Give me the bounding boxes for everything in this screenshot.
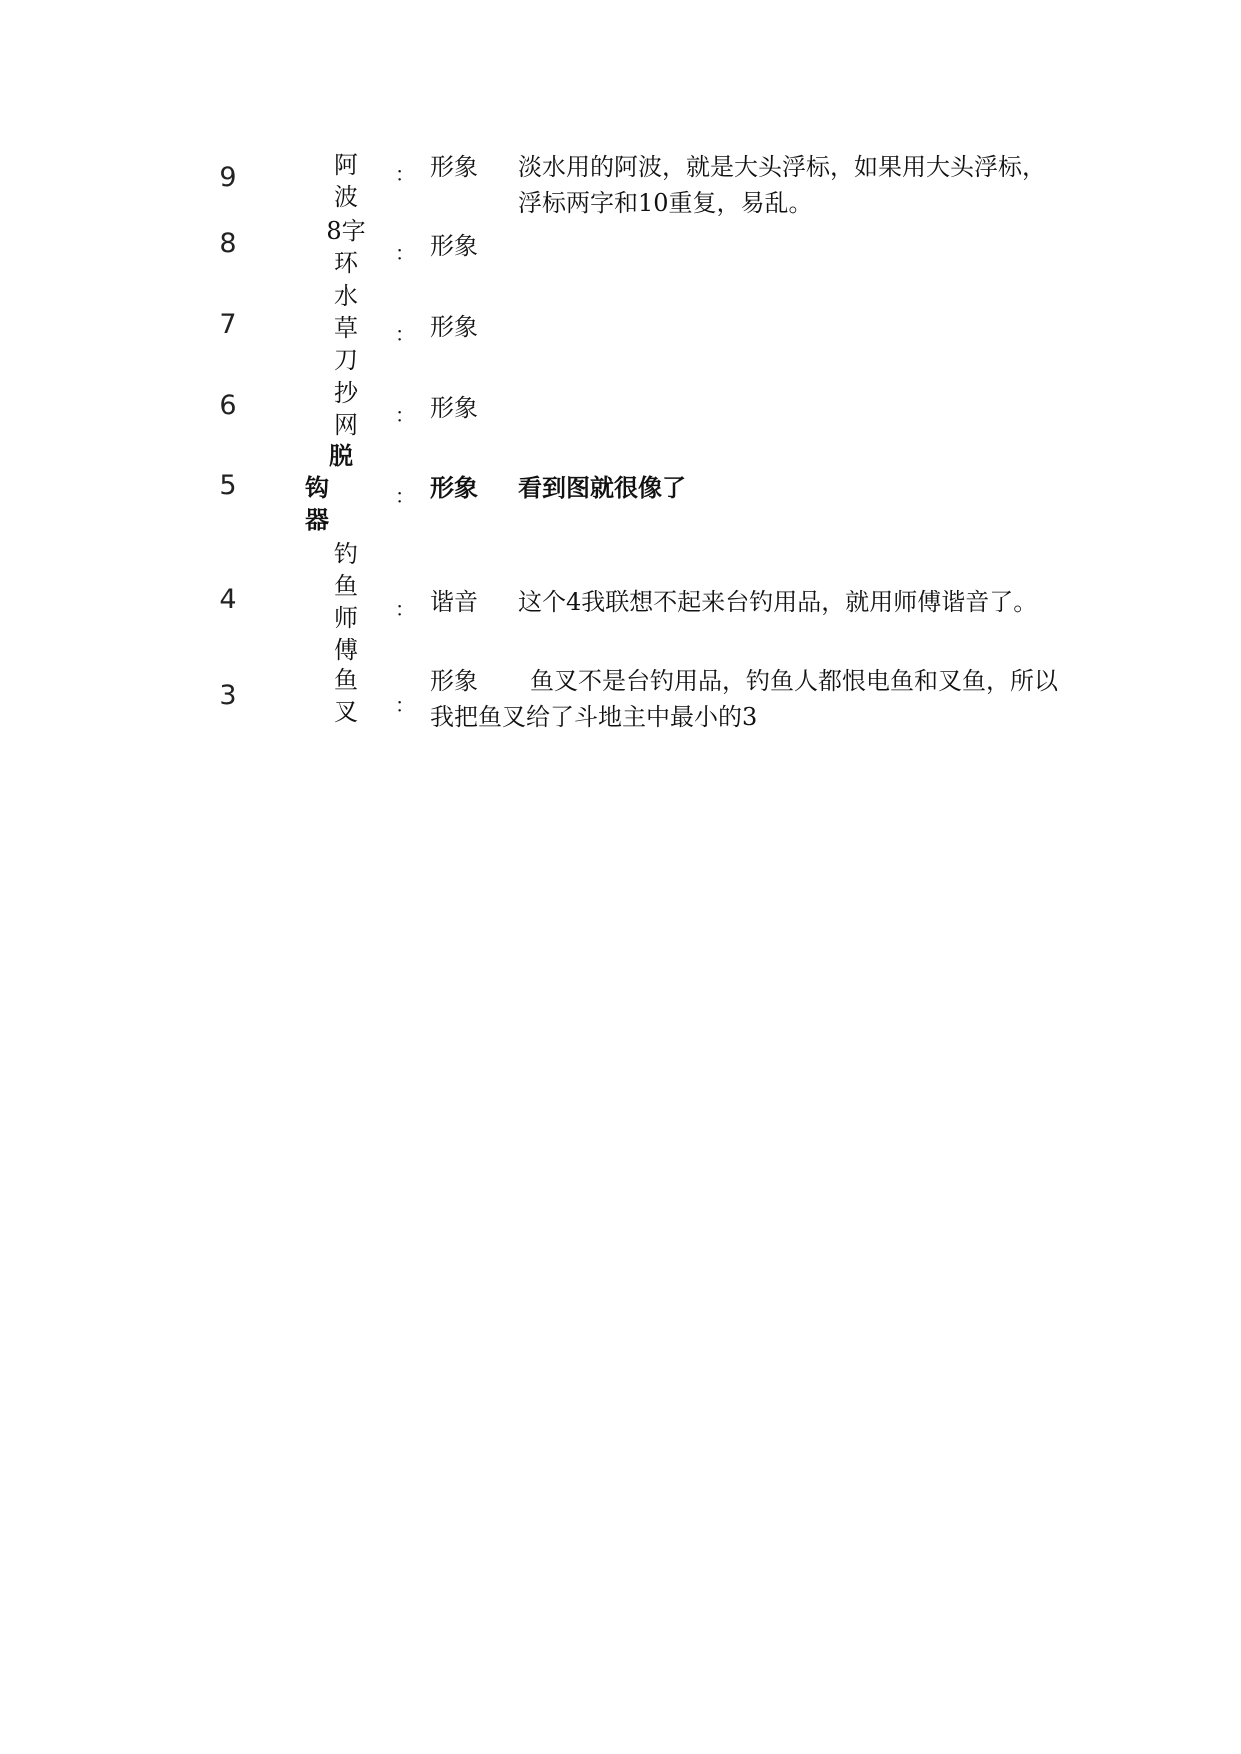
entry-type: 形象 — [430, 232, 478, 260]
entry-name-char: 钩 — [305, 474, 329, 502]
entry-type: 谐音 — [430, 588, 478, 616]
entry-name-char: 抄 — [334, 379, 358, 407]
entry-number: 9 — [219, 162, 237, 193]
entry-name-char: 网 — [334, 411, 358, 439]
entry-number: 6 — [219, 390, 237, 421]
separator-colon: ： — [395, 484, 415, 508]
entry-number: 4 — [219, 584, 237, 615]
entry-name-char: 傅 — [334, 636, 358, 664]
entry-description: 看到图就很像了 — [518, 474, 686, 502]
entry-name-char: 阿 — [334, 151, 358, 179]
entry-number: 3 — [219, 680, 237, 711]
entry-type: 形象 — [430, 474, 478, 502]
entry-name-char: 钓 — [334, 540, 358, 568]
entry-name-char: 师 — [334, 604, 358, 632]
entry-description: 淡水用的阿波，就是大头浮标，如果用大头浮标，浮标两字和10重复，易乱。 — [518, 153, 1046, 217]
entry-number: 5 — [219, 470, 237, 501]
entry-name-char: 鱼 — [334, 666, 358, 694]
entry-name — [305, 440, 361, 536]
separator-colon: ： — [395, 403, 415, 427]
entry-number: 7 — [219, 309, 237, 340]
entry-type: 形象 — [430, 153, 478, 181]
separator-colon: ： — [395, 162, 415, 186]
separator-colon: ： — [395, 597, 415, 621]
entry-name-char: 鱼 — [334, 572, 358, 600]
entry-name-char: 水 — [334, 282, 358, 310]
separator-colon: ： — [395, 322, 415, 346]
entry-name-char: 叉 — [334, 698, 358, 726]
entry-description: 这个4我联想不起来台钓用品，就用师傅谐音了。 — [518, 588, 1038, 616]
entry-type: 形象 — [430, 394, 478, 422]
entry-type: 形象 — [430, 313, 478, 341]
entry-name — [318, 538, 374, 666]
entry-name — [318, 664, 374, 728]
entry-name-char: 草 — [334, 314, 358, 342]
entry-name-char: 环 — [334, 249, 358, 277]
entry-type: 形象 — [430, 667, 478, 695]
entry-name-char: 脱 — [329, 442, 353, 470]
separator-colon: ： — [395, 241, 415, 265]
entry-name-char: 波 — [334, 183, 358, 211]
entry-name — [318, 280, 374, 376]
entry-name — [318, 215, 374, 279]
entry-number: 8 — [219, 228, 237, 259]
entry-name — [318, 149, 374, 213]
entry-name-char: 刀 — [334, 346, 358, 374]
entry-name-char: 8字 — [326, 217, 366, 245]
separator-colon: ： — [395, 693, 415, 717]
entry-name-char: 器 — [305, 506, 329, 534]
entry-name — [318, 377, 374, 441]
entry-description: 鱼叉不是台钓用品，钓鱼人都恨电鱼和叉鱼，所以我把鱼叉给了斗地主中最小的3 — [430, 667, 1058, 731]
